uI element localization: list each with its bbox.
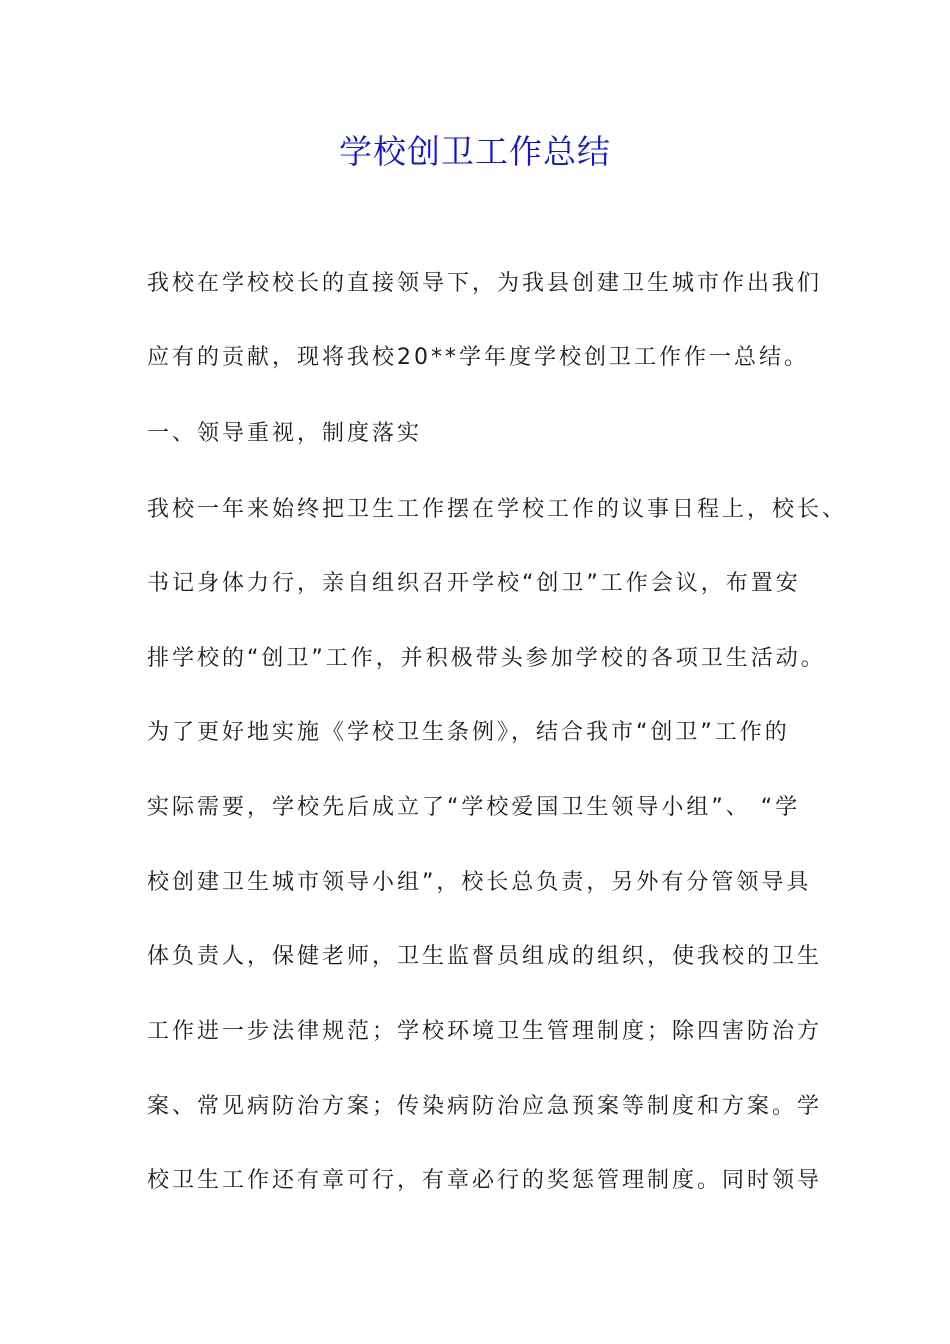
section-heading: 一、领导重视，制度落实 bbox=[147, 421, 423, 446]
paragraph-line: 校卫生工作还有章可行，有章必行的奖惩管理制度。同时领导 bbox=[147, 1168, 823, 1193]
paragraph-line: 我校一年来始终把卫生工作摆在学校工作的议事日程上，校长、 bbox=[147, 497, 848, 522]
paragraph-line: 体负责人，保健老师，卫生监督员组成的组织，使我校的卫生 bbox=[147, 944, 823, 969]
paragraph-line: 校创建卫生城市领导小组”，校长总负责，另外有分管领导具 bbox=[147, 870, 812, 895]
document-title: 学校创卫工作总结 bbox=[339, 132, 611, 171]
paragraph-line: 为了更好地实施《学校卫生条例》，结合我市“创卫”工作的 bbox=[147, 720, 790, 745]
paragraph-line: 排学校的“创卫”工作，并积极带头参加学校的各项卫生活动。 bbox=[147, 646, 826, 671]
paragraph-line: 书记身体力行，亲自组织召开学校“创卫”工作会议，布置安 bbox=[147, 571, 801, 596]
paragraph-line: 工作进一步法律规范；学校环境卫生管理制度；除四害防治方 bbox=[147, 1019, 823, 1044]
paragraph-line: 我校在学校校长的直接领导下，为我县创建卫生城市作出我们 bbox=[147, 271, 823, 296]
paragraph-line: 实际需要，学校先后成立了“学校爱国卫生领导小组”、 “学 bbox=[147, 795, 801, 820]
paragraph-line: 应有的贡献，现将我校20**学年度学校创卫工作作一总结。 bbox=[147, 345, 809, 370]
paragraph-line: 案、常见病防治方案；传染病防治应急预案等制度和方案。学 bbox=[147, 1094, 823, 1119]
